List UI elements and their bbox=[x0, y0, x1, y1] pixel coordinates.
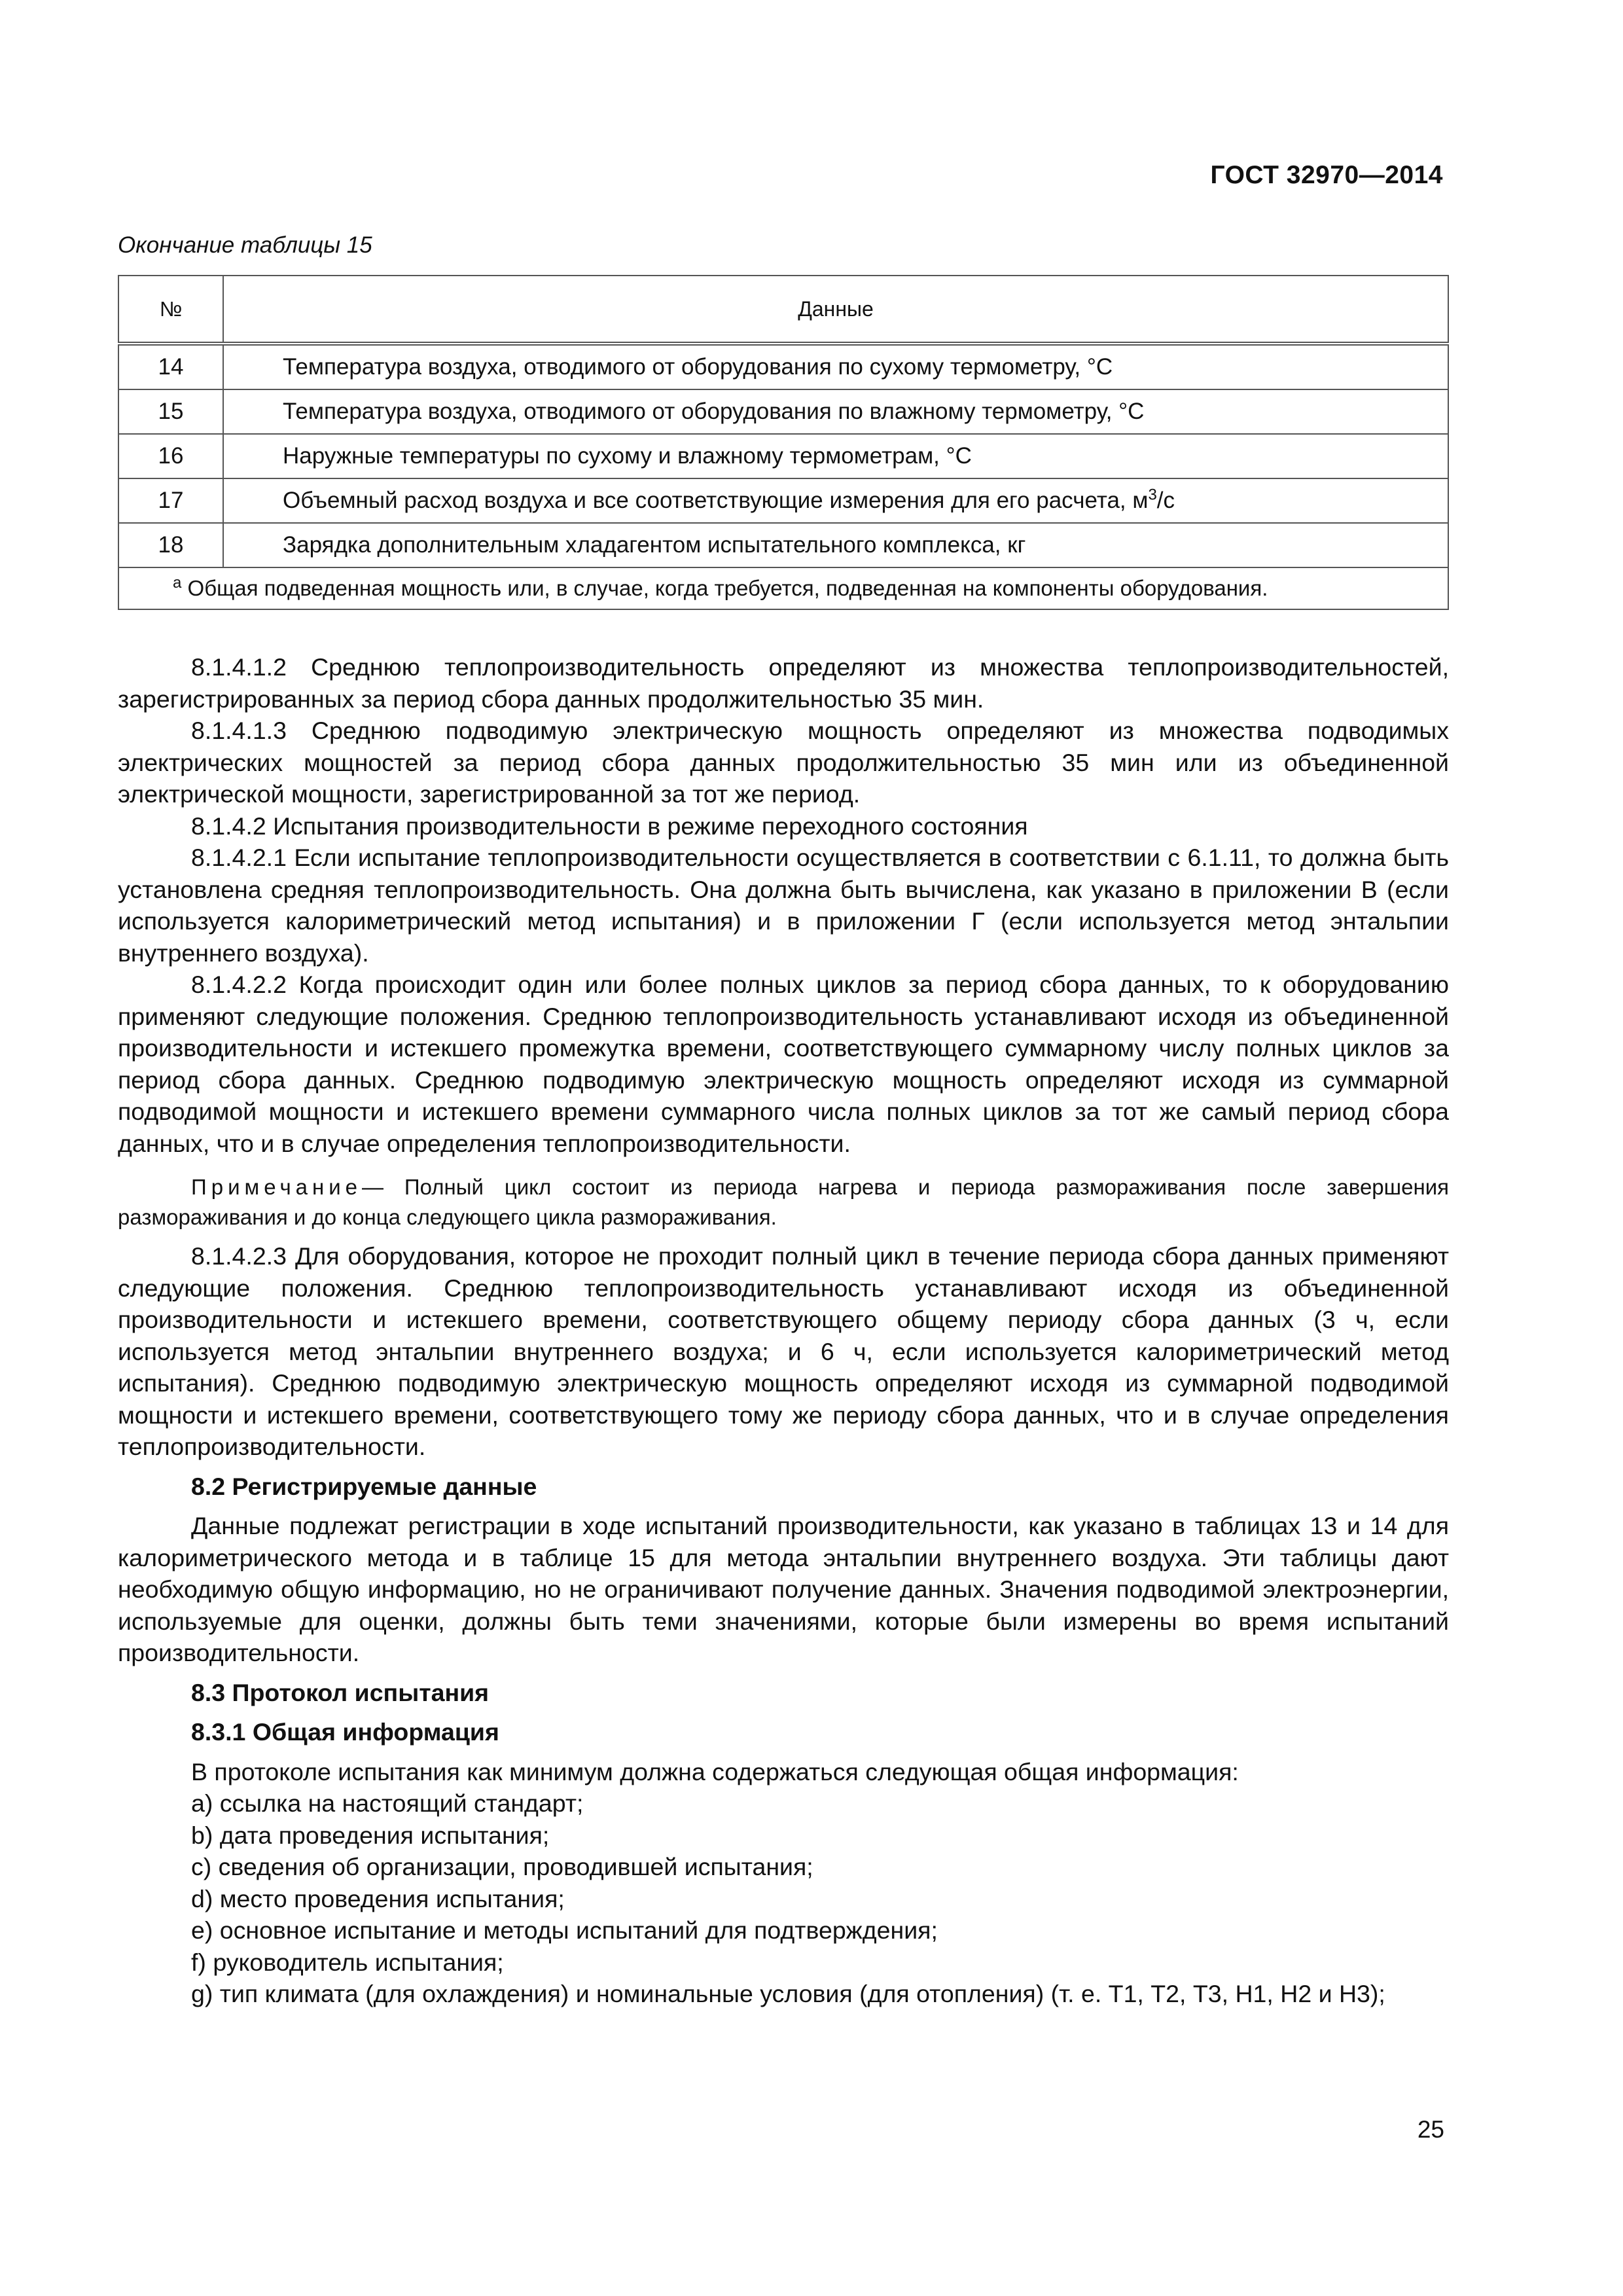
document-code: ГОСТ 32970—2014 bbox=[1210, 161, 1443, 189]
list-item: c) сведения об организации, проводившей испытания; bbox=[191, 1853, 813, 1880]
paragraph-8-1-4-2-3: 8.1.4.2.3 Для оборудования, которое не проходит полный цикл в течение периода сбора данных применяют следующие положения. Среднюю теплопроизводительность устанавливают исходя из объединенной производительности и истекшего времени, соответствующего общему периоду сбора данных (3 ч, если используется метод энтальпии внутреннего воздуха; и 6 ч, если используется калориметрический метод испытания). Среднюю подводимую электрическую мощность определяют исходя из суммарной подводимой мощности и истекшего времени, соответствующего тому же периоду сбора данных, что и в случае определения теплопроизводительности. bbox=[118, 1242, 1449, 1460]
row-number: 17 bbox=[118, 478, 223, 523]
footnote-mark: а bbox=[173, 574, 182, 592]
section-heading-8-2: 8.2 Регистрируемые данные bbox=[191, 1472, 537, 1500]
table-footnote bbox=[118, 567, 1448, 609]
note bbox=[118, 1172, 1449, 1232]
paragraph-8-1-4-2: 8.1.4.2 Испытания производительности в режиме переходного состояния bbox=[191, 812, 1028, 840]
list-item: f) руководитель испытания; bbox=[191, 1948, 504, 1976]
list-item: e) основное испытание и методы испытаний для подтверждения; bbox=[191, 1916, 938, 1944]
row-text: Температура воздуха, отводимого от оборудования по влажному термометру, °С bbox=[223, 389, 1448, 434]
paragraph-8-2-text: Данные подлежат регистрации в ходе испытаний производительности, как указано в таблицах 13 и 14 для калориметрического метода и в таблице 15 для метода энтальпии внутреннего воздуха. Эти таблицы дают необходимую общую информацию, но не ограничивают получение данных. Значения подводимой электроэнергии, используемые для оценки, должны быть теми значениями, которые были измерены во время испытаний производительности. bbox=[118, 1512, 1449, 1666]
paragraph-8-1-4-2-2: 8.1.4.2.2 Когда происходит один или более полных циклов за период сбора данных, то к оборудованию применяют следующие положения. Среднюю теплопроизводительность устанавливают исходя из объединенной производительности и истекшего промежутка времени, соответствующего суммарному числу полных циклов за период сбора данных. Среднюю подводимую электрическую мощность определяют исходя из суммарной подводимой мощности и истекшего времени суммарного числа полных циклов за тот же самый период сбора данных, что и в случае определения теплопроизводительности. bbox=[118, 971, 1449, 1157]
list-item: b) дата проведения испытания; bbox=[191, 1821, 550, 1849]
list-item: a) ссылка на настоящий стандарт; bbox=[191, 1789, 584, 1817]
row-text-main: Объемный расход воздуха и все соответствующие измерения для его расчета, м bbox=[283, 488, 1149, 513]
note-text: — Полный цикл состоит из периода нагрева и периода размораживания после завершения размораживания и до конца следующего цикла размораживания. bbox=[118, 1175, 1449, 1229]
page-number: 25 bbox=[1417, 2116, 1444, 2143]
column-header-number: № bbox=[118, 276, 223, 344]
data-table bbox=[118, 275, 1449, 610]
row-text: Зарядка дополнительным хладагентом испытательного комплекса, кг bbox=[223, 523, 1448, 567]
note-label: Примечание bbox=[191, 1175, 363, 1199]
paragraph-8-1-4-2-1: 8.1.4.2.1 Если испытание теплопроизводительности осуществляется в соответствии с 6.1.11, то должна быть установлена средняя теплопроизводительность. Она должна быть вычислена, как указано в приложении В (если используется калориметрический метод испытания) и в приложении Г (если используется метод энтальпии внутреннего воздуха). bbox=[118, 844, 1449, 967]
table-caption: Окончание таблицы 15 bbox=[118, 232, 372, 258]
column-header-data: Данные bbox=[223, 276, 1448, 344]
body-text bbox=[118, 651, 1449, 2010]
row-number: 14 bbox=[118, 344, 223, 389]
row-number: 15 bbox=[118, 389, 223, 434]
row-text bbox=[223, 478, 1448, 523]
table-row bbox=[118, 344, 1448, 389]
section-heading-8-3-1: 8.3.1 Общая информация bbox=[191, 1718, 499, 1746]
row-number: 16 bbox=[118, 434, 223, 478]
table-row bbox=[118, 523, 1448, 567]
list-item: g) тип климата (для охлаждения) и номинальные условия (для отопления) (т. е. Т1, Т2, Т3, Н1, Н2 и Н3); bbox=[191, 1980, 1385, 2007]
list-item: d) место проведения испытания; bbox=[191, 1884, 565, 1912]
row-text-superscript: 3 bbox=[1148, 486, 1157, 504]
table-footnote-row bbox=[118, 567, 1448, 609]
table-header-row bbox=[118, 276, 1448, 344]
row-number: 18 bbox=[118, 523, 223, 567]
footnote-text: Общая подведенная мощность или, в случае, когда требуется, подведенная на компоненты оборудования. bbox=[187, 576, 1268, 600]
table-row bbox=[118, 478, 1448, 523]
paragraph-8-3-1-intro: В протоколе испытания как минимум должна содержаться следующая общая информация: bbox=[191, 1757, 1239, 1785]
table-row bbox=[118, 389, 1448, 434]
table-row bbox=[118, 434, 1448, 478]
section-heading-8-3: 8.3 Протокол испытания bbox=[191, 1678, 490, 1706]
paragraph-8-1-4-1-2: 8.1.4.1.2 Среднюю теплопроизводительность определяют из множества теплопроизводительностей, зарегистрированных за период сбора данных продолжительностью 35 мин. bbox=[118, 653, 1449, 713]
row-text: Наружные температуры по сухому и влажному термометрам, °С bbox=[223, 434, 1448, 478]
row-text-tail: /с bbox=[1156, 488, 1175, 513]
row-text: Температура воздуха, отводимого от оборудования по сухому термометру, °С bbox=[223, 344, 1448, 389]
paragraph-8-1-4-1-3: 8.1.4.1.3 Среднюю подводимую электрическую мощность определяют из множества подводимых электрических мощностей за период сбора данных продолжительностью 35 мин или из объединенной электрической мощности, зарегистрированной за тот же период. bbox=[118, 717, 1449, 808]
